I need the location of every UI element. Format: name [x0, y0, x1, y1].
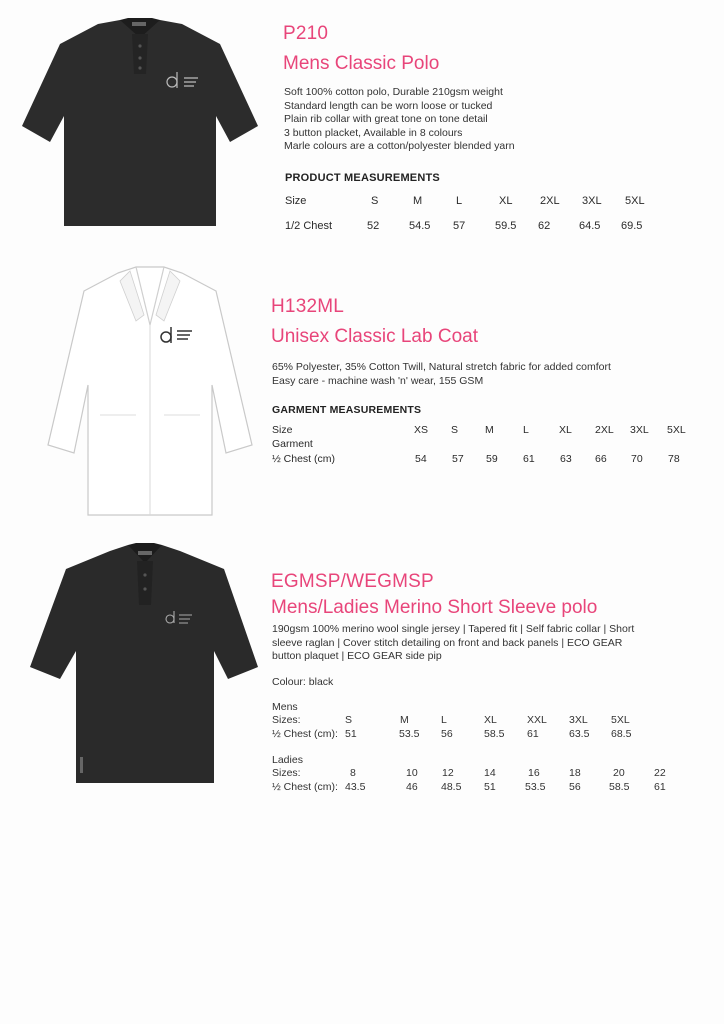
chest-cell: 59 — [486, 453, 498, 465]
chest-cell: 66 — [595, 453, 607, 465]
size-cell: 5XL — [611, 714, 630, 726]
size-cell: M — [485, 424, 494, 436]
size-cell: S — [451, 424, 459, 436]
chest-cell: 51 — [345, 728, 357, 740]
product-code: H132ML — [271, 296, 345, 317]
product-name: Mens Classic Polo — [283, 53, 440, 74]
chest-cell: 63.5 — [569, 728, 590, 740]
chest-cell: 63 — [560, 453, 572, 465]
size-cell: M — [413, 195, 423, 207]
size-cell: 12 — [442, 767, 454, 779]
chest-label: 1/2 Chest — [285, 220, 333, 232]
polo-shirt-icon — [28, 543, 260, 788]
chest-cell: 59.5 — [495, 220, 517, 232]
chest-cell: 62 — [538, 220, 551, 232]
chest-label: ½ Chest (cm) — [272, 453, 336, 465]
mens-label: Mens — [272, 701, 298, 713]
size-table — [285, 195, 685, 240]
size-cell: 2XL — [540, 195, 560, 207]
size-cell: 3XL — [630, 424, 649, 436]
size-label: Size — [285, 195, 307, 207]
size-cell: 18 — [569, 767, 581, 779]
chest-cell: 53.5 — [525, 781, 546, 793]
colour-label: Colour: black — [272, 676, 334, 688]
product-description: 65% Polyester, 35% Cotton Twill, Natural stretch fabric for added comfort Easy care - machine wash 'n' wear, 155 GSM — [272, 361, 611, 387]
mens-size-table — [272, 701, 692, 743]
chest-cell: 57 — [453, 220, 466, 232]
product-name: Unisex Classic Lab Coat — [271, 326, 478, 347]
chest-cell: 54 — [415, 453, 427, 465]
size-cell: L — [456, 195, 463, 207]
chest-cell: 58.5 — [484, 728, 505, 740]
sizes-label: Sizes: — [272, 767, 301, 779]
size-table — [272, 424, 712, 474]
chest-cell: 56 — [569, 781, 581, 793]
polo-shirt-icon — [20, 16, 260, 234]
chest-label: ½ Chest (cm): — [272, 781, 338, 793]
size-cell: XXL — [527, 714, 547, 726]
chest-cell: 64.5 — [579, 220, 601, 232]
size-cell: XL — [559, 424, 572, 436]
chest-label: Garment — [272, 438, 313, 450]
chest-cell: 58.5 — [609, 781, 630, 793]
size-cell: L — [523, 424, 529, 436]
lab-coat-icon — [40, 265, 260, 520]
product-code: P210 — [283, 23, 329, 44]
chest-cell: 56 — [441, 728, 453, 740]
chest-cell: 61 — [523, 453, 535, 465]
size-cell: M — [400, 714, 409, 726]
chest-cell: 68.5 — [611, 728, 632, 740]
product-egmsp-image — [28, 543, 260, 788]
chest-label: ½ Chest (cm): — [272, 728, 338, 740]
size-cell: 5XL — [667, 424, 686, 436]
size-cell: 5XL — [625, 195, 645, 207]
chest-cell: 51 — [484, 781, 496, 793]
size-cell: 14 — [484, 767, 496, 779]
chest-cell: 52 — [367, 220, 380, 232]
product-code: EGMSP/WEGMSP — [271, 571, 434, 592]
product-description: 190gsm 100% merino wool single jersey | Tapered fit | Self fabric collar | Short sleeve raglan | Cover stitch detailing on front and back panels | ECO GEAR button plaquet | ECO GEAR side pip — [272, 623, 635, 662]
size-cell: 10 — [406, 767, 418, 779]
product-description: Soft 100% cotton polo, Durable 210gsm weight Standard length can be worn loose or tucked Plain rib collar with great tone on tone detail 3 button placket, Available in 8 colours Marle colours are a cotton/polyester blended yarn — [284, 86, 515, 152]
size-cell: 8 — [350, 767, 356, 779]
chest-cell: 70 — [631, 453, 643, 465]
chest-cell: 43.5 — [345, 781, 366, 793]
ladies-label: Ladies — [272, 754, 303, 766]
product-p210-image — [20, 16, 260, 234]
size-cell: 20 — [613, 767, 625, 779]
size-label: Size — [272, 424, 293, 436]
chest-cell: 48.5 — [441, 781, 462, 793]
size-cell: L — [441, 714, 447, 726]
size-cell: XS — [414, 424, 429, 436]
ladies-size-table — [272, 754, 712, 796]
chest-cell: 61 — [654, 781, 666, 793]
product-h132ml-image — [40, 265, 260, 520]
size-cell: 16 — [528, 767, 540, 779]
size-cell: 3XL — [582, 195, 602, 207]
chest-cell: 54.5 — [409, 220, 431, 232]
chest-cell: 57 — [452, 453, 464, 465]
size-cell: XL — [499, 195, 513, 207]
chest-cell: 53.5 — [399, 728, 420, 740]
size-cell: S — [345, 714, 353, 726]
size-cell: 3XL — [569, 714, 588, 726]
chest-cell: 46 — [406, 781, 418, 793]
product-name: Mens/Ladies Merino Short Sleeve polo — [271, 597, 598, 618]
chest-cell: 78 — [668, 453, 680, 465]
chest-cell: 61 — [527, 728, 539, 740]
size-cell: 22 — [654, 767, 666, 779]
measurements-heading: GARMENT MEASUREMENTS — [272, 404, 422, 416]
measurements-heading: PRODUCT MEASUREMENTS — [285, 172, 440, 184]
chest-cell: 69.5 — [621, 220, 643, 232]
size-cell: S — [371, 195, 379, 207]
size-cell: 2XL — [595, 424, 614, 436]
sizes-label: Sizes: — [272, 714, 301, 726]
size-cell: XL — [484, 714, 497, 726]
